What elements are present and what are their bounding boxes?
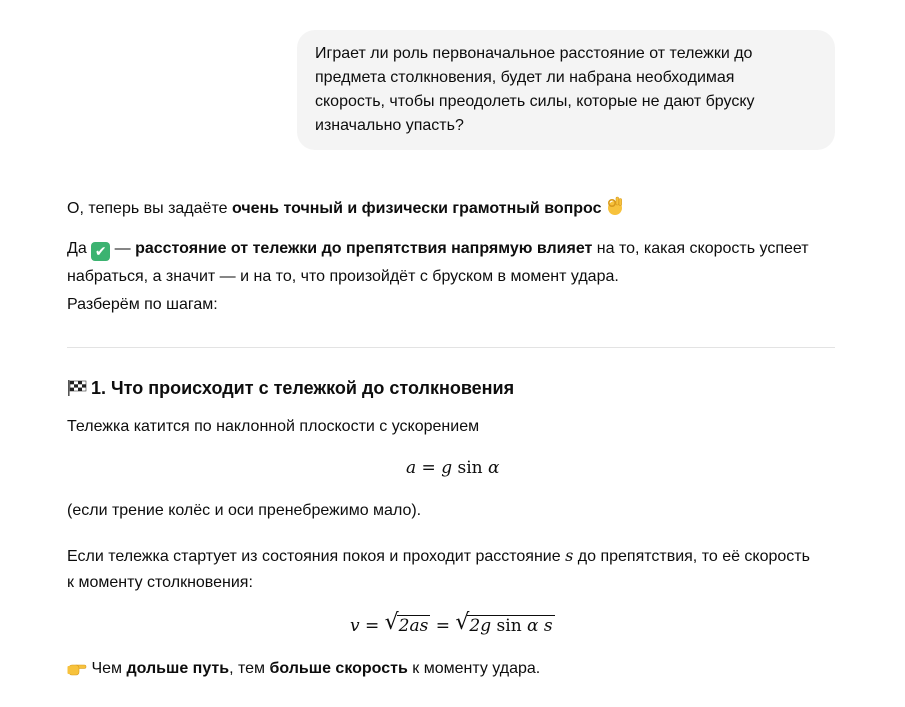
section-heading [67, 378, 514, 399]
formula-eq: = [416, 458, 442, 478]
user-message-bubble [297, 30, 835, 150]
section-heading-text: 1. Что происходит с тележкой до столкновения [91, 378, 515, 398]
formula-acceleration [406, 458, 500, 478]
p4-bold-speed: больше скорость [269, 660, 408, 677]
p1-text-end: на то, какая скорость успеет [592, 240, 809, 257]
section-divider [67, 347, 835, 348]
formula-var: g [441, 458, 453, 478]
p3-text: Если тележка стартует из состояния покоя и проходит расстояние [67, 548, 566, 565]
section-paragraph-4 [67, 660, 540, 678]
p3-text-end: до препятствия, то её скорость [573, 548, 810, 565]
intro-text: О, теперь вы задаёте [67, 200, 232, 217]
sqrt-2-content: 2g sin α s [469, 616, 553, 636]
ok-hand-icon [606, 196, 624, 216]
section-paragraph-2: (если трение колёс и оси пренебрежимо мало). [67, 502, 422, 519]
sqrt-1: √ 2as [384, 610, 429, 636]
response-paragraph-1 [67, 240, 809, 261]
checkered-flag-icon [67, 380, 87, 396]
response-intro [67, 196, 624, 218]
sqrt-1-content: 2as [398, 616, 429, 636]
p4-bold-path: дольше путь [126, 660, 230, 677]
p1-bold: расстояние от тележки до препятствия напрямую влияет [135, 240, 593, 257]
section-paragraph-3-line2: к моменту столкновения: [67, 574, 253, 591]
formula-eq: = [359, 616, 385, 636]
intro-bold: очень точный и физически грамотный вопрос [231, 200, 602, 217]
user-message-line: предмета столкновения, будет ли набрана необходимая [315, 69, 735, 86]
section-paragraph-3 [67, 546, 810, 566]
section-paragraph-1: Тележка катится по наклонной плоскости с ускорением [67, 418, 480, 435]
p4-text-end: к моменту удара. [407, 660, 541, 677]
p1-text: Да [67, 240, 92, 257]
p1-dash: — [110, 240, 136, 257]
formula-velocity [350, 610, 555, 636]
sqrt-2: √ 2g sin α s [455, 610, 553, 636]
p4-text: Чем [87, 660, 127, 677]
user-message-line: Играет ли роль первоначальное расстояние от тележки до [315, 45, 753, 62]
user-message-line: изначально упасть? [315, 117, 464, 134]
response-paragraph-1-line2: набраться, а значит — и на то, что произойдёт с бруском в момент удара. [67, 268, 619, 285]
pointing-right-icon [67, 660, 87, 676]
formula-func: sin [452, 458, 489, 478]
check-mark-icon: ✔ [91, 242, 110, 261]
p4-text-mid: , тем [229, 660, 270, 677]
response-paragraph-1-line3: Разберём по шагам: [67, 296, 218, 313]
formula-var: α [488, 458, 500, 478]
formula-eq: = [430, 616, 456, 636]
inline-var: s [565, 546, 574, 565]
formula-var: a [406, 458, 417, 478]
formula-var: v [350, 616, 360, 636]
user-message-line: скорость, чтобы преодолеть силы, которые не дают бруску [315, 93, 755, 110]
